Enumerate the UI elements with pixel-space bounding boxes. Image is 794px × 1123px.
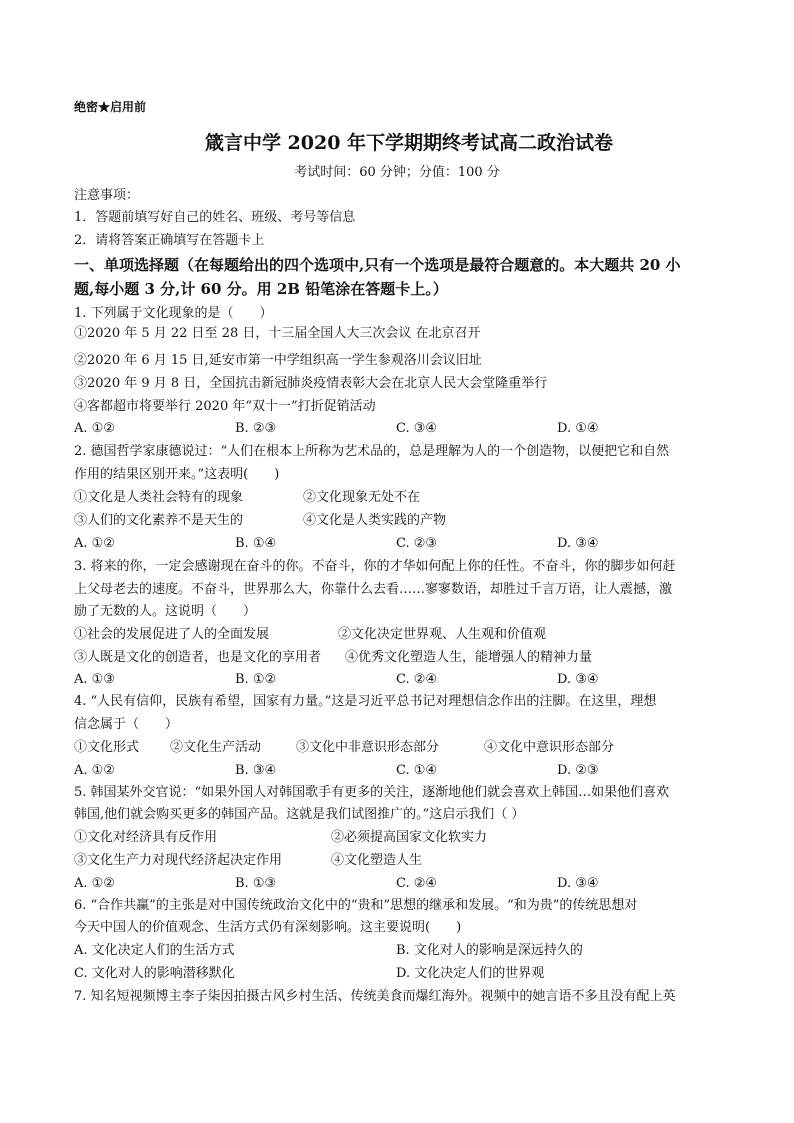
q5-option-b: B. ①③ xyxy=(235,876,277,891)
q1-option-d: D. ①④ xyxy=(557,421,599,436)
question-4-stem: 4. “人民有信仰，民族有希望，国家有力量。”这是习近平总书记对理想信念作出的注脚。在这里，理想 xyxy=(74,694,657,709)
q4-option-a: A. ①② xyxy=(74,763,115,778)
q4-option-b: B. ③④ xyxy=(235,763,277,778)
notes-heading: 注意事项： xyxy=(74,188,140,203)
q3-item-4: ④优秀文化塑造人生，能增强人的精神力量 xyxy=(345,650,593,665)
q3-option-a: A. ①③ xyxy=(74,672,115,687)
q5-item-2: ②必须提高国家文化软实力 xyxy=(331,830,488,845)
q1-option-c: C. ③④ xyxy=(396,421,438,436)
q2-option-b: B. ①④ xyxy=(235,536,277,551)
q2-item-2: ②文化现象无处不在 xyxy=(303,490,421,505)
q5-option-d: D. ③④ xyxy=(557,876,599,891)
exam-title: 箴言中学 2020 年下学期期终考试高二政治试卷 xyxy=(204,132,614,154)
q4-item-1: ①文化形式 xyxy=(74,740,140,755)
question-6-stem-cont: 今天中国人的价值观念、生活方式仍有深刻影响。这主要说明( ) xyxy=(74,920,462,935)
q1-item-4: ④客都超市将要举行 2020 年“双十一”打折促销活动 xyxy=(74,399,376,414)
q3-option-b: B. ①② xyxy=(235,672,277,687)
q3-item-3: ③人既是文化的创造者，也是文化的享用者 xyxy=(74,650,322,665)
q5-item-1: ①文化对经济具有反作用 xyxy=(74,830,218,845)
q6-option-a: A. 文化决定人们的生活方式 xyxy=(74,943,235,958)
section-heading-cont: 题,每小题 3 分,计 60 分。用 2B 铅笔涂在答题卡上。） xyxy=(74,280,448,298)
q1-option-a: A. ①② xyxy=(74,421,115,436)
question-3-stem: 3. 将来的你，一定会感谢现在奋斗的你。不奋斗，你的才华如何配上你的任性。不奋斗，你的脚步如何赶 xyxy=(74,559,676,574)
exam-subtitle: 考试时间：60 分钟；分值：100 分 xyxy=(294,165,500,180)
q4-item-2: ②文化生产活动 xyxy=(170,740,262,755)
q1-item-1: ①2020 年 5 月 22 日至 28 日，十三届全国人大三次会议 在北京召开 xyxy=(74,326,481,341)
q1-item-3: ③2020 年 9 月 8 日，全国抗击新冠肺炎疫情表彰大会在北京人民大会堂隆重举行 xyxy=(74,376,548,391)
q2-option-c: C. ②③ xyxy=(396,536,438,551)
q6-option-c: C. 文化对人的影响潜移默化 xyxy=(74,966,235,981)
q2-option-d: D. ③④ xyxy=(557,536,599,551)
question-2-stem: 2. 德国哲学家康德说过：“人们在根本上所称为艺术品的，总是理解为人的一个创造物，以便把它和自然 xyxy=(74,444,670,459)
q2-option-a: A. ①② xyxy=(74,536,115,551)
q4-item-4: ④文化中意识形态部分 xyxy=(484,740,615,755)
q5-option-c: C. ②④ xyxy=(396,876,438,891)
q1-item-2: ②2020 年 6 月 15 日,延安市第一中学组织高一学生参观洛川会议旧址 xyxy=(74,353,482,368)
q4-option-c: C. ①④ xyxy=(396,763,438,778)
q6-option-d: D. 文化决定人们的世界观 xyxy=(396,966,545,981)
q3-item-1: ①社会的发展促进了人的全面发展 xyxy=(74,627,270,642)
q4-item-3: ③文化中非意识形态部分 xyxy=(296,740,440,755)
q1-option-b: B. ②③ xyxy=(235,421,277,436)
question-3-stem-cont: 上父母老去的速度。不奋斗，世界那么大，你靠什么去看……寥寥数语，却胜过千言万语，让人震撼，激 xyxy=(74,582,673,597)
question-1-stem: 1. 下列属于文化现象的是（ ） xyxy=(74,306,273,321)
question-5-stem-cont: 韩国,他们就会购买更多的韩国产品。这就是我们试图推广的。”这启示我们（ ） xyxy=(74,807,525,822)
q3-item-2: ②文化决定世界观、人生观和价值观 xyxy=(338,627,547,642)
q4-option-d: D. ②③ xyxy=(557,763,599,778)
confidential-label: 绝密★启用前 xyxy=(74,100,147,114)
q3-option-c: C. ②④ xyxy=(396,672,438,687)
note-item: 1．答题前填写好自己的姓名、班级、考号等信息 xyxy=(74,210,356,225)
question-5-stem: 5. 韩国某外交官说：“如果外国人对韩国歌手有更多的关注，逐渐地他们就会喜欢上韩国…如果他们喜欢 xyxy=(74,785,670,800)
question-7-stem: 7. 知名短视频博主李子柒因拍摄古风乡村生活、传统美食而爆红海外。视频中的她言语不多且没有配上英 xyxy=(74,989,676,1004)
question-2-stem-cont: 作用的结果区别开来。”这表明( ) xyxy=(74,467,280,482)
section-heading: 一、单项选择题（在每题给出的四个选项中,只有一个选项是最符合题意的。本大题共 20 小 xyxy=(74,256,681,274)
question-3-stem-cont: 励了无数的人。这说明（ ） xyxy=(74,604,257,619)
q2-item-3: ③人们的文化素养不是天生的 xyxy=(74,513,244,528)
q2-item-4: ④文化是人类实践的产物 xyxy=(303,513,447,528)
q5-item-4: ④文化塑造人生 xyxy=(331,853,423,868)
q6-option-b: B. 文化对人的影响是深远持久的 xyxy=(396,943,583,958)
q3-option-d: D. ③④ xyxy=(557,672,599,687)
question-6-stem: 6. “合作共赢”的主张是对中国传统政治文化中的“贵和”思想的继承和发展。“和为贵”的传统思想对 xyxy=(74,898,638,913)
question-4-stem-cont: 信念属于（ ） xyxy=(74,717,179,732)
q5-option-a: A. ①② xyxy=(74,876,115,891)
q5-item-3: ③文化生产力对现代经济起决定作用 xyxy=(74,853,283,868)
q2-item-1: ①文化是人类社会特有的现象 xyxy=(74,490,244,505)
note-item: 2．请将答案正确填写在答题卡上 xyxy=(74,233,265,248)
